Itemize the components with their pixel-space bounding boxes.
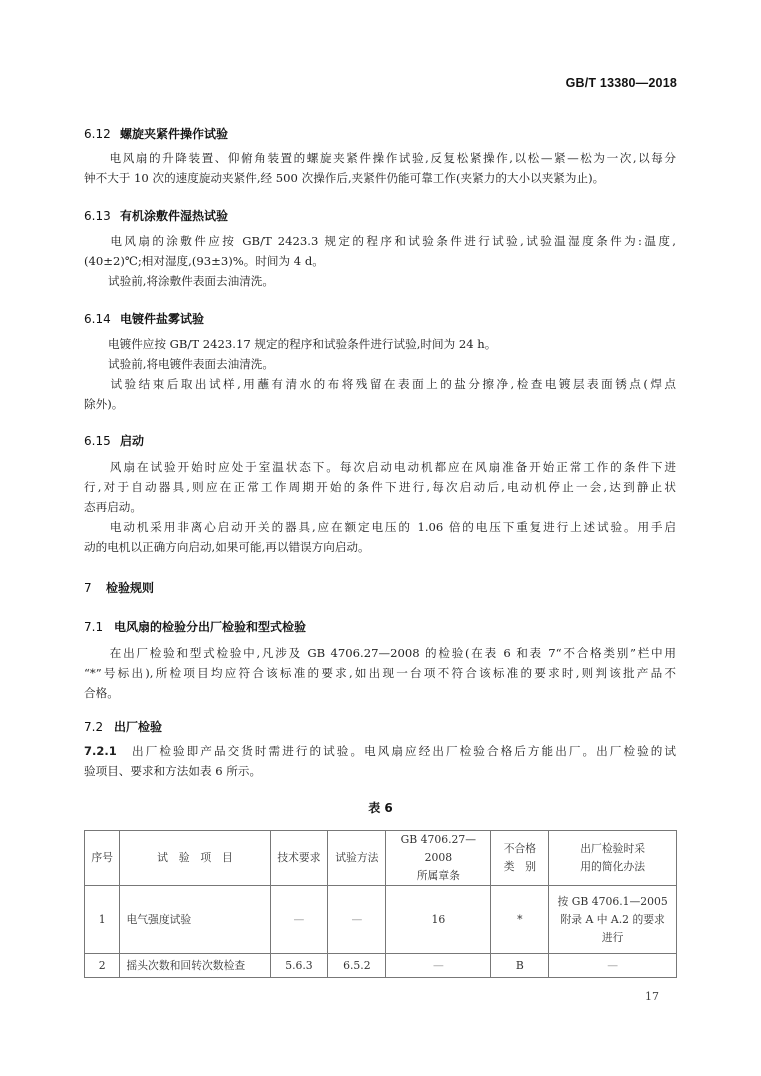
table-header-row <box>85 831 677 886</box>
table-cell: 摇头次数和回转次数检查 <box>120 954 270 978</box>
text-line: “*”号标出),所检项目均应符合该标准的要求,如出现一台项不符合该标准的要求时,则判该批产品不 <box>84 666 676 680</box>
section-title: 电镀件盐雾试验 <box>120 312 205 326</box>
text-line: 除外)。 <box>84 397 124 411</box>
section-heading-6-15 <box>84 432 144 449</box>
section-heading-7-2 <box>84 718 162 735</box>
section-title: 启动 <box>120 434 145 448</box>
section-heading-6-14 <box>84 310 204 327</box>
text-line: 试验结束后取出试样,用蘸有清水的布将残留在表面上的盐分擦净,检查电镀层表面锈点(焊点 <box>108 377 676 391</box>
section-title: 检验规则 <box>106 581 155 595</box>
text-line: 在出厂检验和型式检验中,凡涉及 GB 4706.27—2008 的检验(在表 6 和表 7“不合格类别”栏中用 <box>108 646 676 660</box>
text-line: 验项目、要求和方法如表 6 所示。 <box>84 764 262 778</box>
section-number: 6.12 <box>84 127 111 141</box>
text-line: 合格。 <box>84 686 119 700</box>
table-cell: 按 GB 4706.1—2005 附录 A 中 A.2 的要求 进行 <box>549 886 677 954</box>
header-cell: 试验方法 <box>328 831 386 886</box>
paragraph <box>84 643 676 703</box>
text-line: 电动机采用非离心启动开关的器具,应在额定电压的 1.06 倍的电压下重复进行上述试验。用手启 <box>108 520 676 534</box>
section-number: 7.1 <box>84 620 104 634</box>
header-cell: 试 验 项 目 <box>120 831 270 886</box>
standard-code: GB/T 13380—2018 <box>565 76 677 90</box>
text-line: 态再启动。 <box>84 500 142 514</box>
table-row <box>85 954 677 978</box>
section-number: 7 <box>84 581 92 595</box>
section-number: 6.13 <box>84 209 111 223</box>
text-line: 试验前,将涂敷件表面去油清洗。 <box>108 274 274 288</box>
section-number: 6.15 <box>84 434 111 448</box>
clause-number: 7.2.1 <box>84 744 117 758</box>
table-cell: 1 <box>85 886 120 954</box>
section-title: 螺旋夹紧件操作试验 <box>120 127 229 141</box>
text-line: 行,对于自动器具,则应在正常工作周期开始的条件下进行,每次启动后,电动机停止一会,达到静止状 <box>84 480 676 494</box>
header-cell: 不合格 类 别 <box>491 831 549 886</box>
header-cell: GB 4706.27—2008 所属章条 <box>386 831 491 886</box>
section-number: 6.14 <box>84 312 111 326</box>
table-cell: — <box>328 886 386 954</box>
text-line: 风扇在试验开始时应处于室温状态下。每次启动电动机都应在风扇准备开始正常工作的条件下进 <box>108 460 676 474</box>
text-line: (40±2)℃;相对湿度,(93±3)%。时间为 4 d。 <box>84 254 324 268</box>
section-heading-7 <box>84 579 154 596</box>
page-number: 17 <box>645 990 659 1003</box>
paragraph <box>84 148 676 188</box>
header-cell: 技术要求 <box>270 831 328 886</box>
table-cell: 6.5.2 <box>328 954 386 978</box>
header-cell: 出厂检验时采 用的简化办法 <box>549 831 677 886</box>
paragraph <box>84 231 676 291</box>
text-line: 试验前,将电镀件表面去油清洗。 <box>108 357 274 371</box>
table-row <box>85 886 677 954</box>
text-line: 钟不大于 10 次的速度旋动夹紧件,经 500 次操作后,夹紧件仍能可靠工作(夹紧力的大小以夹紧为止)。 <box>84 171 605 185</box>
table-cell: — <box>270 886 328 954</box>
text-line: 电风扇的升降装置、仰俯角装置的螺旋夹紧件操作试验,反复松紧操作,以松—紧—松为一次,以每分 <box>108 151 676 165</box>
text-line: 7.2.1 出厂检验即产品交货时需进行的试验。电风扇应经出厂检验合格后方能出厂。出厂检验的试 <box>84 741 676 761</box>
text-line: 电风扇的涂敷件应按 GB/T 2423.3 规定的程序和试验条件进行试验,试验温湿度条件为:温度, <box>108 234 676 248</box>
table-cell: 电气强度试验 <box>120 886 270 954</box>
table-cell: * <box>491 886 549 954</box>
header-cell: 序号 <box>85 831 120 886</box>
table-cell: — <box>549 954 677 978</box>
table-caption: 表 6 <box>368 801 393 815</box>
section-heading-6-13 <box>84 207 228 224</box>
section-heading-6-12 <box>84 125 228 142</box>
section-number: 7.2 <box>84 720 104 734</box>
table-cell: 5.6.3 <box>270 954 328 978</box>
table-cell: 2 <box>85 954 120 978</box>
section-title: 出厂检验 <box>114 720 163 734</box>
table-cell: 16 <box>386 886 491 954</box>
paragraph-7-2-1 <box>84 741 676 781</box>
paragraph <box>84 457 676 557</box>
text-line: 动的电机以正确方向启动,如果可能,再以错误方向启动。 <box>84 540 370 554</box>
table-6 <box>84 830 677 978</box>
table-cell: B <box>491 954 549 978</box>
section-title: 电风扇的检验分出厂检验和型式检验 <box>114 620 307 634</box>
paragraph <box>84 334 676 414</box>
section-heading-7-1 <box>84 618 306 635</box>
table-cell: — <box>386 954 491 978</box>
text-line: 电镀件应按 GB/T 2423.17 规定的程序和试验条件进行试验,时间为 24 h。 <box>108 337 497 351</box>
section-title: 有机涂敷件湿热试验 <box>120 209 229 223</box>
